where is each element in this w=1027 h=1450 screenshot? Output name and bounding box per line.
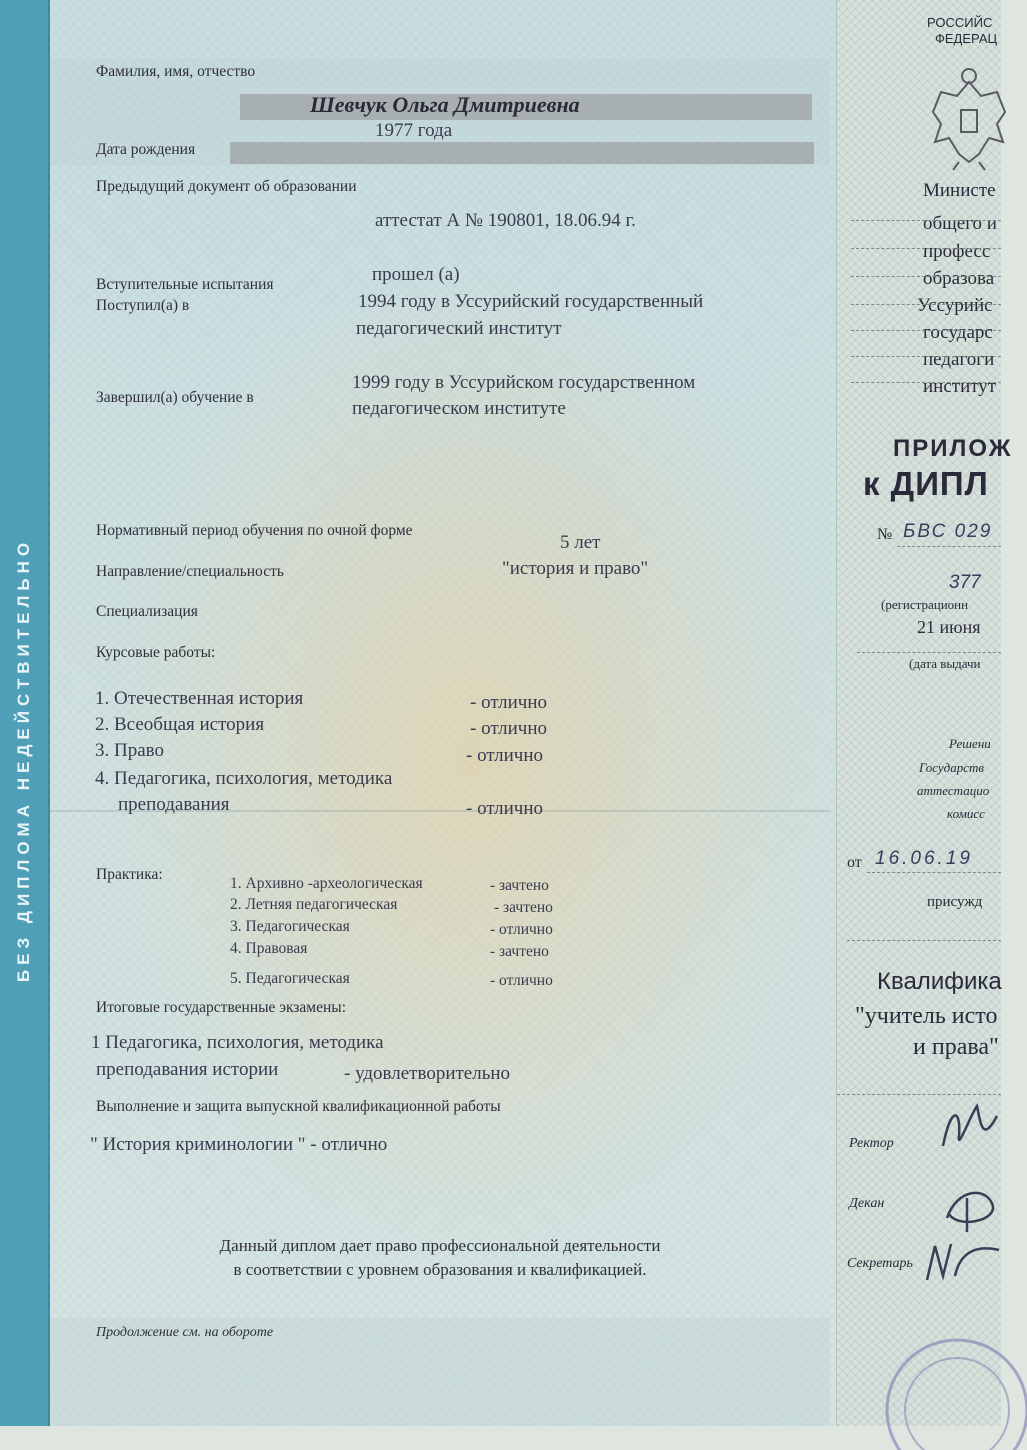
ministry-line: общего и (923, 213, 997, 234)
final-exam-line-2: преподавания истории (96, 1059, 279, 1080)
coursework-item: 2. Всеобщая история (95, 714, 265, 735)
specialty-value: "история и право" (502, 558, 649, 579)
coursework-item: 1. Отечественная история (95, 688, 304, 709)
practice-grade: - зачтено (490, 877, 549, 894)
diploma-number: БВС 029 (903, 521, 993, 542)
entered-value-1: 1994 году в Уссурийский государственный (358, 291, 704, 312)
final-exam-grade: - удовлетворительно (344, 1063, 511, 1084)
ministry-line: Уссурийс (917, 295, 993, 316)
secretary-label: Секретарь (847, 1256, 913, 1271)
practice-item: 2. Летняя педагогическая (230, 896, 398, 913)
ministry-line: образова (923, 268, 995, 289)
final-exams-label: Итоговые государственные экзамены: (96, 999, 346, 1016)
ministry-rule (851, 330, 1001, 331)
ministry-line: государс (923, 322, 993, 343)
appendix-title: ПРИЛОЖ (893, 435, 1013, 462)
awarded-rule (847, 940, 1001, 941)
practice-grade: - зачтено (490, 943, 549, 960)
prev-doc-label: Предыдущий документ об образовании (96, 178, 357, 195)
coursework-grade: - отлично (466, 798, 544, 819)
practice-grade: - отлично (490, 921, 553, 938)
specialization-label: Специализация (96, 603, 198, 620)
coursework-grade: - отлично (470, 718, 548, 739)
birth-label: Дата рождения (96, 141, 196, 158)
prev-doc-value: аттестат А № 190801, 18.06.94 г. (375, 210, 636, 231)
coursework-grade: - отлично (466, 745, 544, 766)
ministry-line: Министе (923, 180, 996, 201)
period-label: Нормативный период обучения по очной форме (96, 522, 413, 539)
coursework-item: 3. Право (95, 740, 164, 761)
from-prefix: от (847, 854, 862, 871)
coursework-grade: - отлично (470, 692, 548, 713)
ministry-line: институт (923, 376, 997, 397)
practice-item: 4. Правовая (230, 940, 308, 957)
entered-label: Поступил(а) в (96, 297, 190, 314)
validity-strip-text: БЕЗ ДИПЛОМА НЕДЕЙСТВИТЕЛЬНО (14, 537, 33, 983)
final-exam-line-1: 1 Педагогика, психология, методика (91, 1032, 384, 1053)
decision-line: Государств (919, 760, 985, 775)
number-rule (897, 546, 1001, 547)
country-line-2: ФЕДЕРАЦ (935, 31, 998, 46)
coursework-label: Курсовые работы: (96, 644, 216, 661)
country-line-1: РОССИЙС (927, 15, 993, 30)
qualification-rule (837, 1094, 1001, 1095)
decision-date: 16.06.19 (875, 848, 973, 869)
ministry-rule (851, 356, 1001, 357)
ministry-rule (851, 276, 1001, 277)
practice-label: Практика: (96, 866, 163, 883)
entered-value-2: педагогический институт (356, 318, 562, 339)
birth-field-bg (230, 142, 814, 164)
exams-label: Вступительные испытания (96, 276, 274, 293)
coursework-item: 4. Педагогика, психология, методика (95, 768, 393, 789)
awarded-label: присужд (927, 894, 983, 910)
rector-label: Ректор (849, 1136, 894, 1151)
coursework-item-cont: преподавания (118, 794, 230, 815)
decision-line: Решени (949, 736, 991, 751)
seal-stamp-icon (877, 1330, 1027, 1450)
continuation-note: Продолжение см. на обороте (96, 1325, 274, 1340)
qualification-label: Квалифика (877, 968, 1002, 995)
fio-value: Шевчук Ольга Дмитриевна (310, 92, 580, 117)
diploma-title: к ДИПЛ (863, 465, 989, 502)
period-value: 5 лет (560, 532, 601, 553)
number-prefix: № (877, 526, 893, 543)
ministry-line: педагоги (923, 349, 995, 370)
decision-line: аттестацио (917, 783, 990, 798)
issue-date-label: (дата выдачи (909, 656, 981, 671)
finished-value-1: 1999 году в Уссурийском государственном (352, 372, 696, 393)
thesis-value: " История криминологии " - отлично (90, 1134, 388, 1155)
fio-label: Фамилия, имя, отчество (96, 63, 256, 80)
coat-of-arms-icon (929, 62, 1009, 172)
registration-label: (регистрационн (881, 597, 969, 612)
decision-date-rule (867, 872, 1001, 873)
rights-line-2: в соответствии с уровнем образования и квалификацией. (233, 1260, 647, 1279)
diploma-stub-panel (836, 0, 1013, 1426)
ministry-rule (851, 220, 1001, 221)
exams-value: прошел (а) (372, 264, 460, 285)
ministry-rule (851, 248, 1001, 249)
finished-value-2: педагогическом институте (352, 398, 566, 419)
practice-grade: - отлично (490, 972, 553, 989)
practice-item: 5. Педагогическая (230, 970, 350, 987)
decision-line: комисс (947, 806, 985, 821)
rights-line-1: Данный диплом дает право профессиональной деятельности (219, 1236, 661, 1255)
secretary-signature-icon (921, 1236, 1001, 1286)
issue-date: 21 июня (917, 617, 981, 637)
finished-label: Завершил(а) обучение в (96, 389, 254, 406)
dean-label: Декан (849, 1196, 885, 1211)
thesis-label: Выполнение и защита выпускной квалификационной работы (96, 1098, 501, 1115)
validity-strip (0, 0, 50, 1426)
practice-grade: - зачтено (494, 899, 553, 916)
registration-number: 377 (949, 572, 981, 593)
dean-signature-icon (937, 1178, 1001, 1238)
specialty-label: Направление/специальность (96, 563, 284, 580)
practice-item: 3. Педагогическая (230, 918, 350, 935)
ministry-line: професс (923, 241, 991, 262)
ministry-rule (851, 382, 1001, 383)
rector-signature-icon (937, 1096, 1001, 1160)
qualification-value-2: и права" (913, 1034, 999, 1060)
practice-item: 1. Архивно -археологическая (230, 875, 423, 892)
issue-rule (857, 652, 1001, 653)
birth-year: 1977 года (375, 120, 453, 141)
qualification-value-1: "учитель исто (855, 1003, 998, 1029)
ministry-rule (851, 304, 1001, 305)
